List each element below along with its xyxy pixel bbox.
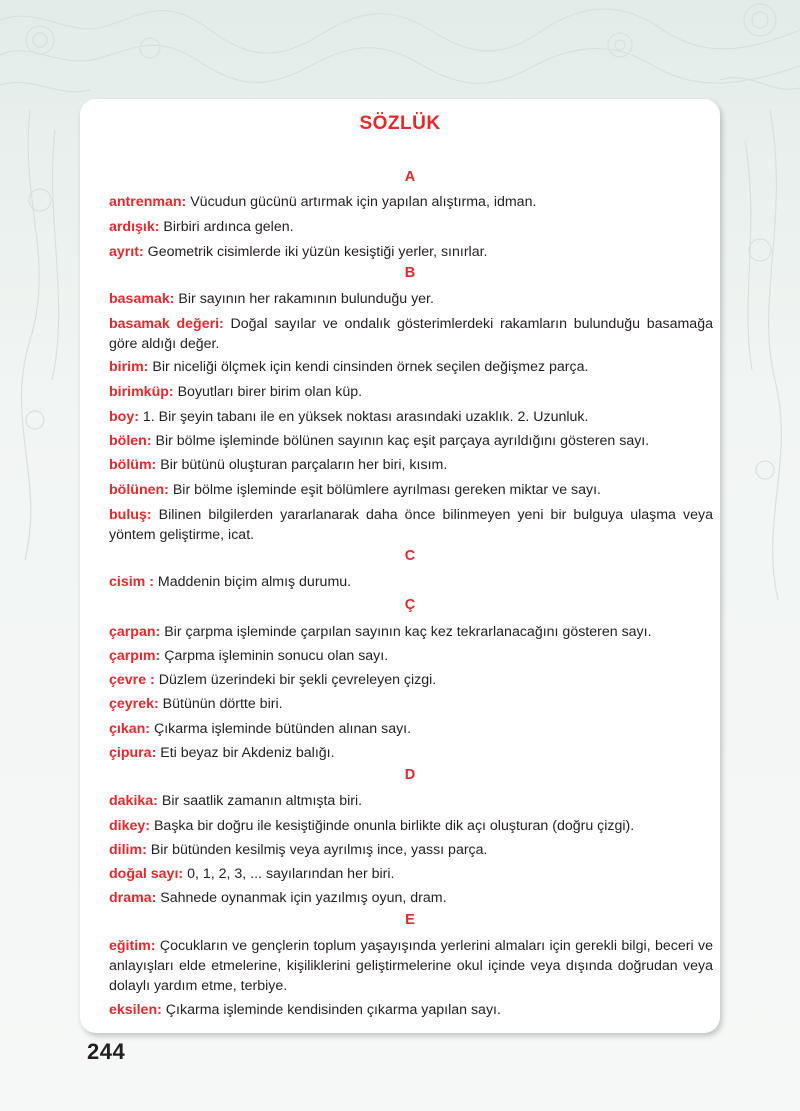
glossary-entry — [109, 670, 714, 690]
glossary-entry — [109, 455, 714, 475]
entry-definition: Geometrik cisimlerde iki yüzün kesiştiği yerler, sınırlar. — [147, 244, 488, 260]
entry-definition: Doğal sayılar ve ondalık gösterimlerdeki rakamların bulunduğu basamağa göre aldığı değer. — [109, 316, 713, 352]
glossary-entry — [109, 743, 714, 763]
glossary-entry — [109, 192, 714, 212]
glossary-entry — [109, 719, 714, 739]
entry-definition: Bir sayının her rakamının bulunduğu yer. — [178, 291, 434, 307]
glossary-entry — [109, 572, 714, 592]
entry-term: bölünen: — [109, 482, 169, 498]
entry-term: drama: — [109, 890, 157, 906]
glossary-entry — [109, 289, 714, 309]
page-number: 244 — [87, 1039, 126, 1064]
entry-term: ayrıt: — [109, 244, 144, 260]
glossary-entry — [80, 936, 713, 996]
entry-term: ardışık: — [109, 219, 160, 235]
glossary-entry — [109, 1000, 714, 1020]
entry-definition: Boyutları birer birim olan küp. — [177, 384, 363, 400]
glossary-entry — [109, 646, 714, 666]
glossary-entry — [109, 888, 714, 908]
entry-definition: Birbiri ardınca gelen. — [163, 219, 294, 235]
section-letter-c: C — [404, 548, 416, 564]
entry-definition: Bir çarpma işleminde çarpılan sayının kaç kez tekrarlanacağını gösteren sayı. — [164, 624, 652, 640]
entry-term: çarpan: — [109, 624, 161, 640]
entry-term: basamak değeri: — [109, 316, 224, 332]
entry-definition: Bütünün dörtte biri. — [162, 696, 283, 712]
entry-definition: Bir bütünü oluşturan parçaların her biri, kısım. — [160, 457, 448, 473]
entry-term: doğal sayı: — [109, 866, 184, 882]
entry-term: dilim: — [109, 842, 147, 858]
section-letter-e: E — [405, 912, 415, 928]
entry-term: dakika: — [109, 793, 158, 809]
entry-definition: Çarpma işleminin sonucu olan sayı. — [164, 648, 389, 664]
entry-definition: Eti beyaz bir Akdeniz balığı. — [160, 745, 335, 761]
entry-term: cisim : — [109, 574, 154, 590]
glossary-entry — [109, 480, 714, 500]
entry-term: çeyrek: — [109, 696, 159, 712]
entry-definition: Çocukların ve gençlerin toplum yaşayışında yerlerini almaları için gerekli bilgi, beceri ve anlayışları elde etmelerine, kişiliklerini geliştirmelerine okul içinde veya dışında doğrudan veya dolaylı yardım etme, terbiye. — [109, 938, 713, 994]
glossary-entry — [109, 357, 714, 377]
entry-definition: Düzlem üzerindeki bir şekli çevreleyen çizgi. — [158, 672, 437, 688]
glossary-entry — [109, 694, 714, 714]
glossary-entry — [80, 505, 713, 545]
entry-term: boy: — [109, 409, 139, 425]
entry-term: bölüm: — [109, 457, 157, 473]
entry-term: eksilen: — [109, 1002, 162, 1018]
entry-definition: Başka bir doğru ile kesiştiğinde onunla birlikte dik açı oluşturan (doğru çizgi). — [153, 818, 635, 834]
glossary-entry — [80, 314, 713, 354]
glossary-entry — [109, 840, 714, 860]
entry-term: çipura: — [109, 745, 157, 761]
entry-definition: Maddenin biçim almış durumu. — [157, 574, 352, 590]
entry-term: birimküp: — [109, 384, 174, 400]
entry-definition: Sahnede oynanmak için yazılmış oyun, dram. — [160, 890, 447, 906]
entry-definition: 1. Bir şeyin tabanı ile en yüksek noktası arasındaki uzaklık. 2. Uzunluk. — [142, 409, 589, 425]
entry-definition: Çıkarma işleminde kendisinden çıkarma yapılan sayı. — [165, 1002, 501, 1018]
glossary-entry — [109, 816, 714, 836]
entry-definition: 0, 1, 2, 3, ... sayılarından her biri. — [187, 866, 395, 882]
entry-term: basamak: — [109, 291, 175, 307]
glossary-entry — [109, 864, 714, 884]
entry-term: eğitim: — [109, 938, 156, 954]
entry-definition: Çıkarma işleminde bütünden alınan sayı. — [153, 721, 412, 737]
entry-term: antrenman: — [109, 194, 187, 210]
entry-definition: Bir bölme işleminde bölünen sayının kaç eşit parçaya ayrıldığını gösteren sayı. — [155, 433, 650, 449]
entry-term: dikey: — [109, 818, 151, 834]
glossary-entry — [109, 407, 714, 427]
section-letter-c-cedilla: Ç — [404, 597, 416, 613]
entry-definition: Bir bölme işleminde eşit bölümlere ayrılması gereken miktar ve sayı. — [172, 482, 601, 498]
glossary-entry — [109, 431, 714, 451]
entry-term: birim: — [109, 359, 149, 375]
glossary-entry — [109, 242, 714, 262]
section-letter-b: B — [404, 265, 416, 281]
glossary-entry — [109, 217, 714, 237]
entry-definition: Bir niceliği ölçmek için kendi cinsinden örnek seçilen değişmez parça. — [152, 359, 589, 375]
page-title: SÖZLÜK — [359, 113, 441, 134]
section-letter-d: D — [404, 767, 416, 783]
entry-definition: Bir bütünden kesilmiş veya ayrılmış ince, yassı parça. — [150, 842, 488, 858]
entry-term: buluş: — [109, 507, 152, 523]
entry-definition: Bir saatlik zamanın altmışta biri. — [161, 793, 363, 809]
entry-term: çevre : — [109, 672, 155, 688]
entry-definition: Bilinen bilgilerden yararlanarak daha önce bilinmeyen yeni bir bulguya ulaşma veya yöntem geliştirme, icat. — [109, 507, 713, 543]
glossary-entry — [109, 791, 714, 811]
entry-term: çıkan: — [109, 721, 151, 737]
entry-definition: Vücudun gücünü artırmak için yapılan alıştırma, idman. — [190, 194, 537, 210]
entry-term: çarpım: — [109, 648, 161, 664]
entry-term: bölen: — [109, 433, 152, 449]
section-letter-a: A — [404, 169, 416, 185]
glossary-entry — [109, 382, 714, 402]
glossary-entry — [109, 622, 714, 642]
